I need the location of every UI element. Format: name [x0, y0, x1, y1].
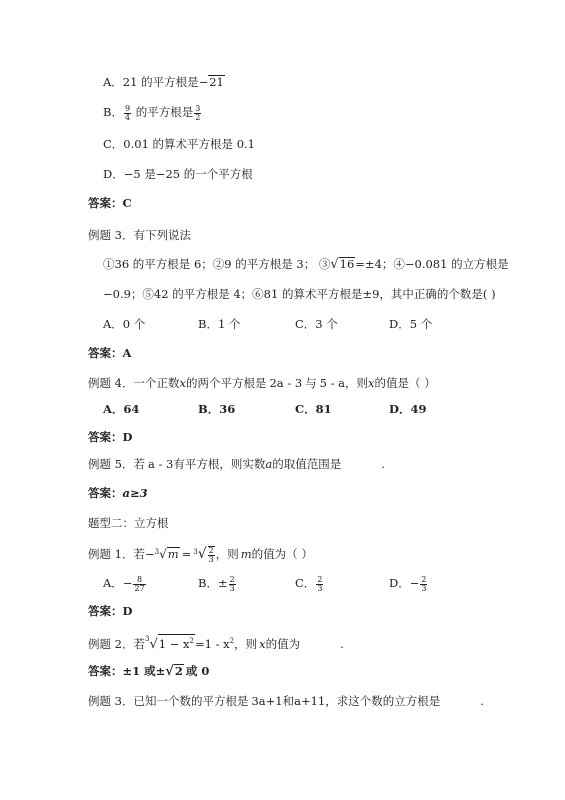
- root-index: 3: [154, 548, 160, 556]
- option-label: D．−: [389, 576, 420, 590]
- option-label: B．±: [198, 576, 228, 590]
- answer-6-post: 或 0: [185, 664, 210, 678]
- variable-a: a: [265, 457, 273, 471]
- root-index: 3: [144, 635, 150, 643]
- cr2-post: ，则: [234, 636, 258, 651]
- root-index: 3: [193, 548, 198, 556]
- answer-5: 答案：D: [88, 604, 133, 618]
- cr1-pre: 例题 1．若−: [88, 547, 155, 561]
- example-5-tail: 的取值范围是: [272, 457, 342, 471]
- fraction: [229, 576, 236, 593]
- denominator: 3: [421, 583, 427, 593]
- answer-4: [88, 485, 148, 501]
- denominator: 3: [208, 555, 214, 564]
- example-4-option-a: A．64: [103, 402, 140, 416]
- numerator: 2: [208, 546, 214, 555]
- period: .: [381, 457, 385, 471]
- example-4-option-d: D．49: [389, 402, 427, 416]
- cube-root-example-1: [88, 546, 313, 564]
- expression-1: 3a+1: [251, 694, 283, 708]
- period: .: [480, 694, 484, 708]
- fraction: [194, 105, 201, 122]
- expression-2: 5 - a: [319, 376, 346, 390]
- answer-6: [88, 663, 209, 680]
- example-3-line-1: [103, 256, 509, 273]
- numerator: 8: [133, 576, 145, 585]
- variable-x: x: [368, 376, 375, 390]
- answer-2: 答案：A: [88, 346, 132, 360]
- answer-3: 答案：D: [88, 430, 133, 444]
- option-b-text: 的平方根是: [135, 105, 194, 119]
- numerator: 3: [195, 103, 201, 113]
- cr3-pre: 例题 3．已知一个数的平方根是: [88, 694, 249, 708]
- period: .: [340, 636, 344, 651]
- option-b-label: B．: [103, 105, 123, 119]
- cr1-post: ，则: [215, 547, 239, 561]
- fraction: [124, 105, 131, 122]
- example-3-line-2: −0.9；⑤42 的平方根是 4；⑥81 的算术平方根是±9，其中正确的个数是( ): [103, 287, 496, 301]
- conjunction: 与: [305, 376, 317, 390]
- option-a: [103, 74, 225, 90]
- option-a-text: A．21 的平方根是−: [103, 75, 209, 89]
- cr1-option-a: [103, 575, 147, 593]
- example-4-option-b: B．36: [198, 402, 236, 416]
- section-title: 题型二：立方根: [88, 516, 169, 530]
- example-3-line-1-post: =±4；④−0.081 的立方根是: [355, 257, 509, 271]
- example-4-pre: 例题 4．一个正数: [88, 376, 180, 390]
- example-3-title: 例题 3．有下列说法: [88, 228, 191, 242]
- fraction: [208, 546, 215, 564]
- numerator: 2: [421, 574, 427, 584]
- conjunction: 和: [282, 694, 295, 708]
- sqrt-radicand: 2: [174, 664, 183, 678]
- cr2-tail: 的值为: [265, 636, 301, 651]
- equals: =: [181, 547, 192, 561]
- denominator: 3: [317, 583, 323, 593]
- expression-1: 2a - 3: [269, 376, 303, 390]
- sqrt-symbol: √: [165, 664, 174, 679]
- numerator: 9: [124, 103, 131, 113]
- numerator: 2: [229, 574, 235, 584]
- cube-root-example-2: [88, 633, 344, 653]
- example-3-line-1-pre: ①36 的平方根是 6；②9 的平方根是 3； ③: [103, 257, 331, 271]
- root-symbol: √: [149, 636, 158, 652]
- answer-label: 答案：: [88, 486, 123, 500]
- variable-x: x: [179, 376, 186, 390]
- fraction: [420, 576, 427, 593]
- radicand-text: 1 − x: [158, 636, 190, 651]
- fraction: [133, 576, 145, 593]
- option-d: D．−5 是−25 的一个平方根: [103, 167, 253, 181]
- option-b: [103, 104, 202, 122]
- exponent: 2: [229, 637, 235, 645]
- example-3-option-a: A．0 个: [103, 317, 146, 331]
- fraction: [316, 576, 323, 593]
- cr1-option-d: [389, 575, 428, 593]
- numerator: 2: [317, 574, 323, 584]
- example-3-option-c: C．3 个: [295, 317, 338, 331]
- cr3-tail: ，求这个数的立方根是: [325, 694, 441, 708]
- cr1-tail: 的值为（ ）: [251, 547, 313, 561]
- radicand: m: [167, 547, 179, 561]
- example-5-mid: 有平方根，则实数: [173, 457, 266, 471]
- radicand: [158, 634, 195, 651]
- example-5-pre: 例题 5．若: [88, 457, 145, 471]
- cr2-pre: 例题 2．若: [88, 636, 145, 651]
- cr1-option-b: [198, 575, 237, 593]
- sqrt-symbol: √: [330, 257, 339, 272]
- example-4-mid: 的两个平方根是: [185, 376, 267, 390]
- option-label: C．: [295, 576, 316, 590]
- answer-1: 答案：C: [88, 196, 132, 210]
- denominator: 2: [195, 112, 201, 122]
- cr1-option-c: [295, 575, 324, 593]
- answer-6-pre: 答案：±1 或±: [88, 664, 166, 678]
- variable-m: m: [240, 547, 252, 561]
- variable-x: x: [259, 636, 266, 651]
- equation-rhs: =1 - x: [194, 636, 230, 651]
- root-symbol: √: [159, 547, 167, 561]
- example-3-option-b: B．1 个: [198, 317, 241, 331]
- root-symbol: √: [197, 546, 207, 562]
- example-3-option-d: D．5 个: [389, 317, 433, 331]
- sqrt-radicand: 21: [209, 75, 224, 89]
- option-label: A．−: [103, 576, 133, 590]
- example-4: [88, 375, 436, 391]
- answer-value: a≥3: [122, 486, 148, 500]
- denominator: 4: [124, 112, 131, 122]
- denominator: 27: [134, 583, 145, 593]
- denominator: 3: [229, 583, 235, 593]
- expression-2: a+11: [294, 694, 326, 708]
- sqrt-radicand: 16: [339, 257, 355, 271]
- expression: a - 3: [147, 457, 174, 471]
- exponent: 2: [189, 637, 194, 645]
- example-4-tail: 的值是（ ）: [374, 376, 436, 390]
- example-4-option-c: C．81: [295, 402, 332, 416]
- cube-root-example-3: [88, 693, 484, 709]
- example-5: [88, 456, 385, 472]
- option-c: C．0.01 的算术平方根是 0.1: [103, 137, 256, 151]
- example-4-post: ，则: [345, 376, 369, 390]
